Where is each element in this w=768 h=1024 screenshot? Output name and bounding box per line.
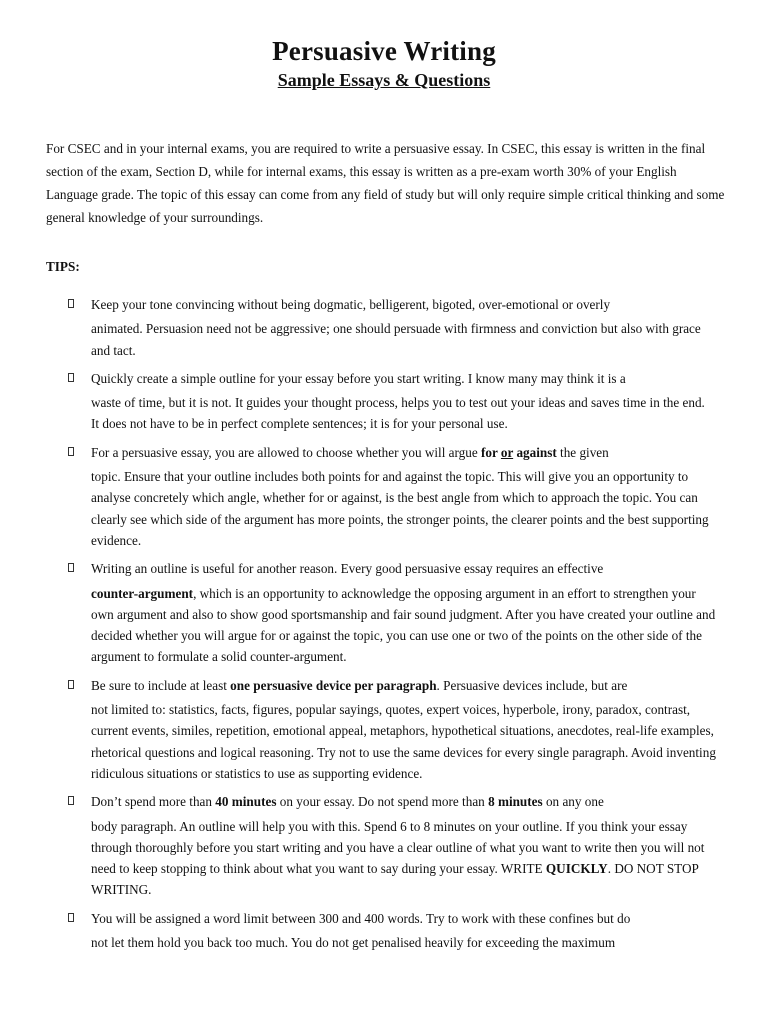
bullet-box-icon (68, 373, 74, 382)
tip-first-line (91, 442, 716, 463)
tip-text: waste of time, but it is not. It guides your thought process, helps you to test out your ideas and saves time in the end. It does not have to be in perfect complete sentences; it is for your personal use. (91, 395, 705, 432)
underlined-text: or (500, 444, 514, 460)
page-title: Persuasive Writing (272, 36, 496, 66)
list-item (0, 675, 716, 784)
bold-text: against (513, 444, 557, 460)
list-item (0, 558, 716, 667)
bold-text: 40 minutes (215, 794, 277, 810)
bullet-box-icon (68, 680, 74, 689)
tip-text: body paragraph. An outline will help you with this. Spend 6 to 8 minutes on your outline. If you think your essay through thoroughly before you start writing and you have a clear outline of what you want to write then you will not need to keep stopping to think about what you want to say during your essay. (91, 818, 705, 877)
bullet-box-icon (68, 563, 74, 572)
tip-text: the given (556, 444, 609, 460)
tip-first-line: Keep your tone convincing without being dogmatic, belligerent, bigoted, over-emotional or overly (91, 297, 611, 312)
bold-text: for (481, 444, 501, 460)
tip-text: WRITE (500, 861, 546, 877)
tip-text: For a persuasive essay, you are allowed to choose whether you will argue (91, 444, 482, 460)
page-subtitle: Sample Essays & Questions (277, 70, 491, 90)
list-item (0, 791, 716, 900)
bold-text: counter-argument (91, 585, 194, 601)
bullet-box-icon (68, 447, 74, 456)
tip-text: animated. Persuasion need not be aggressive; one should persuade with firmness and conviction but also with grace and tact. (91, 321, 701, 358)
tips-list (0, 294, 768, 960)
bold-text: one persuasive device per paragraph (230, 677, 437, 693)
tip-first-line (91, 791, 716, 812)
tip-text: on your essay. Do not spend more than (276, 794, 489, 810)
tips-heading: TIPS: (46, 259, 80, 274)
bullet-box-icon (68, 796, 74, 805)
tip-text: Don’t spend more than (91, 794, 216, 810)
bullet-box-icon (68, 913, 74, 922)
list-item (0, 908, 716, 954)
list-item (0, 294, 716, 361)
intro-paragraph: For CSEC and in your internal exams, you are required to write a persuasive essay. In CSEC, this essay is written in the final section of the exam, Section D, while for internal exams, this essay is written as a pre-exam worth 30% of your English Language grade. The topic of this essay can come from any field of study but will only require simple critical thinking and some general knowledge of your surroundings. (46, 141, 725, 225)
list-item (0, 368, 716, 435)
tip-text: not let them hold you back too much. You do not get penalised heavily for exceeding the maximum (91, 935, 616, 951)
tip-text: on any one (542, 794, 604, 810)
bullet-box-icon (68, 299, 74, 308)
bold-text (501, 445, 513, 460)
tip-first-line: Writing an outline is useful for another reason. Every good persuasive essay requires an effective (91, 561, 604, 577)
tip-text: . DO NOT STOP WRITING. (91, 861, 699, 898)
tip-text: . Persuasive devices include, but are (436, 677, 628, 693)
tip-first-line (91, 675, 716, 696)
tip-text: not limited to: statistics, facts, figures, popular sayings, quotes, expert voices, hyperbole, irony, paradox, contrast, current events, similes, repetition, emotional appeal, metaphors, hypothetical situations, anecdotes, real-life examples, rhetorical questions and logical reasoning. Try not to use the same devices for every single paragraph. Avoid inventing ridiculous situations or statistics to use as supporting evidence. (91, 702, 716, 781)
tip-text: topic. Ensure that your outline includes both points for and against the topic. This will give you an opportunity to analyse concretely which angle, whether for or against, is the best angle from which to approach the topic. You can clearly see which side of the argument has more points, the stronger points, the clearer points and the best supporting evidence. (91, 469, 709, 548)
bold-text: QUICKLY (545, 861, 608, 877)
tip-first-line: You will be assigned a word limit between 300 and 400 words. Try to work with these confines but do (91, 910, 631, 926)
tip-first-line: Quickly create a simple outline for your essay before you start writing. I know many may think it is a (91, 370, 626, 386)
list-item (0, 442, 716, 551)
tip-text: Be sure to include at least (91, 677, 231, 693)
bold-text: 8 minutes (488, 794, 543, 810)
tip-text: , which is an opportunity to acknowledge the opposing argument in an effort to strengthen your own argument and also to show good sportsmanship and fair sound judgment. After you have created your outline and decided whether you will argue for or against the topic, you can use one or two of the points on the other side of the argument to formulate a solid counter-argument. (91, 585, 716, 665)
